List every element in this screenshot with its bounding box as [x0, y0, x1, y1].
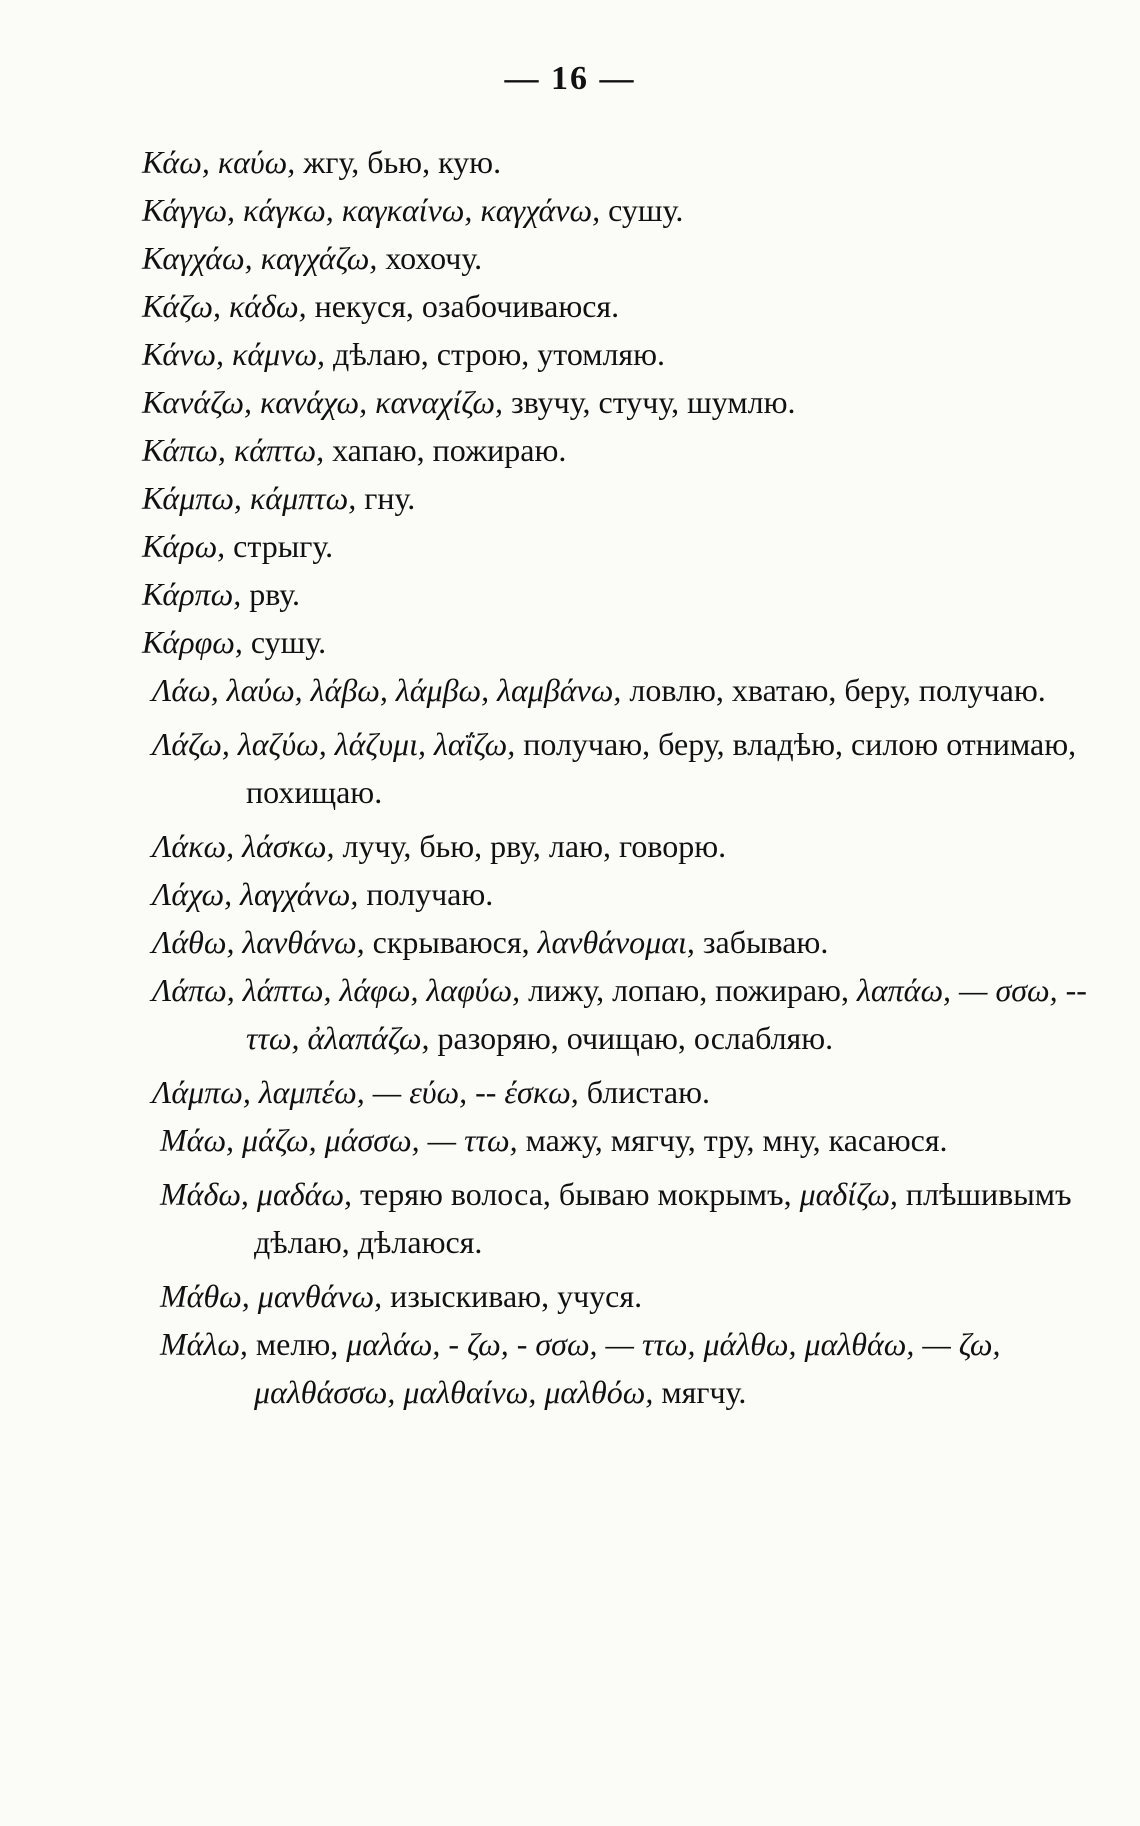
entry-latho	[152, 918, 1140, 966]
entry-malo	[160, 1320, 1140, 1416]
russian-gloss: скрываюся,	[364, 924, 538, 960]
russian-gloss: жгу, бью, кую.	[295, 144, 502, 180]
entry-matho	[160, 1272, 1140, 1320]
greek-forms: Κάγγω, κάγκω, καγκαίνω, καγχάνω,	[142, 192, 601, 228]
russian-gloss: блистаю.	[578, 1074, 711, 1110]
greek-forms: Κάμπω, κάμπτω,	[142, 480, 357, 516]
entry-karo	[142, 522, 1140, 570]
greek-forms-extra: μαδίζω,	[799, 1176, 898, 1212]
entry-lazo	[152, 720, 1140, 816]
entry-karfo	[142, 618, 1140, 666]
russian-gloss: сушу.	[600, 192, 684, 228]
russian-gloss: стрыгу.	[225, 528, 334, 564]
greek-forms: Καγχάω, καγχάζω,	[142, 240, 378, 276]
greek-forms: Λάχω, λαγχάνω,	[152, 876, 359, 912]
greek-forms: Λάθω, λανθάνω,	[152, 924, 365, 960]
entry-lapo	[152, 966, 1140, 1062]
greek-forms: Κάω, καύω,	[142, 144, 296, 180]
russian-gloss-extra: разоряю, очищаю, ослабляю.	[429, 1020, 834, 1056]
entry-kampo	[142, 474, 1140, 522]
russian-gloss: хапаю, пожираю.	[324, 432, 567, 468]
entry-kapo	[142, 426, 1140, 474]
entry-mado	[160, 1170, 1140, 1266]
russian-gloss-extra: плѣшивымъ дѣлаю, дѣлаюся.	[254, 1176, 1072, 1260]
russian-gloss: звучу, стучу, шумлю.	[502, 384, 796, 420]
entry-kaggo	[142, 186, 1140, 234]
greek-forms: Λάμπω, λαμπέω, — εύω, -- έσκω,	[152, 1074, 579, 1110]
greek-forms: Λάω, λαύω, λάβω, λάμβω, λαμβάνω,	[152, 672, 622, 708]
greek-forms: Λάπω, λάπτω, λάφω, λαφύω,	[152, 972, 521, 1008]
greek-forms: Λάζω, λαζύω, λάζυμι, λαΐζω,	[152, 726, 516, 762]
greek-forms: Κάρπω,	[142, 576, 242, 612]
entry-kanazo	[142, 378, 1140, 426]
greek-forms: Κάνω, κάμνω,	[142, 336, 326, 372]
entry-kano	[142, 330, 1140, 378]
greek-forms: Κανάζω, κανάχω, καναχίζω,	[142, 384, 503, 420]
greek-forms: Μάδω, μαδάω,	[160, 1176, 353, 1212]
greek-forms: Κάρφω,	[142, 624, 243, 660]
greek-forms: Λάκω, λάσκω,	[152, 828, 335, 864]
russian-gloss: хохочу.	[377, 240, 483, 276]
russian-gloss: получаю, беру, владѣю, силою отнимаю, похищаю.	[246, 726, 1077, 810]
greek-forms: Μάλω,	[160, 1326, 248, 1362]
russian-gloss: мажу, мягчу, тру, мну, касаюся.	[517, 1122, 948, 1158]
russian-gloss: получаю.	[358, 876, 494, 912]
entry-kazo	[142, 282, 1140, 330]
greek-forms: Κάρω,	[142, 528, 226, 564]
russian-gloss: лижу, лопаю, пожираю,	[520, 972, 857, 1008]
russian-gloss: теряю волоса, бываю мокрымъ,	[352, 1176, 800, 1212]
russian-gloss: лучу, бью, рву, лаю, говорю.	[334, 828, 727, 864]
entry-lao	[152, 666, 1140, 714]
entry-lampo	[152, 1068, 1140, 1116]
entry-karpo	[142, 570, 1140, 618]
entry-kao	[142, 138, 1140, 186]
entry-mao	[160, 1116, 1140, 1164]
russian-gloss: сушу.	[242, 624, 327, 660]
entry-lako	[152, 822, 1140, 870]
greek-forms-extra: λανθάνομαι,	[537, 924, 695, 960]
russian-gloss: некуся, озабочиваюся.	[306, 288, 620, 324]
russian-gloss: рву.	[241, 576, 301, 612]
greek-forms: Κάπω, κάπτω,	[142, 432, 325, 468]
russian-gloss: мелю,	[247, 1326, 347, 1362]
greek-forms-extra: μαλάω, - ζω, - σσω, — ττω, μάλθω, μαλθάω, — ζω, μαλθάσσω, μαλθαίνω, μαλθόω,	[254, 1326, 1001, 1410]
greek-forms-extra: λαπάω, — σσω, -- ττω, ἀλαπάζω,	[246, 972, 1087, 1056]
greek-forms: Μάθω, μανθάνω,	[160, 1278, 383, 1314]
entry-kagchao	[142, 234, 1140, 282]
greek-forms: Μάω, μάζω, μάσσω, — ττω,	[160, 1122, 518, 1158]
entry-lacho	[152, 870, 1140, 918]
greek-forms: Κάζω, κάδω,	[142, 288, 307, 324]
page-number: — 16 —	[504, 60, 636, 97]
russian-gloss-extra: забываю.	[694, 924, 829, 960]
dictionary-entries	[142, 138, 1140, 1422]
russian-gloss: изыскиваю, учуся.	[382, 1278, 643, 1314]
russian-gloss-extra: мягчу.	[653, 1374, 747, 1410]
russian-gloss: гну.	[356, 480, 416, 516]
russian-gloss: ловлю, хватаю, беру, получаю.	[621, 672, 1046, 708]
russian-gloss: дѣлаю, строю, утомляю.	[325, 336, 666, 372]
